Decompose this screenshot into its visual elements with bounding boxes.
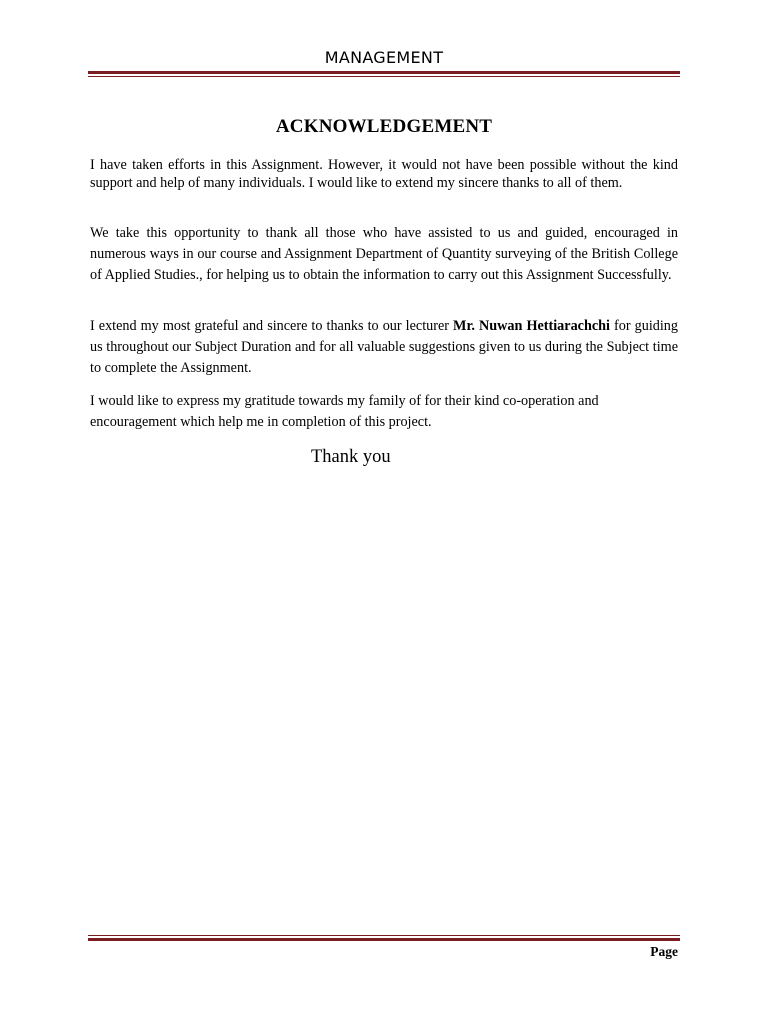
paragraph-3-text-end: for guiding us throughout our Subject Duration and for all valuable suggestions given to us during the Subject time to complete the Assignment. [90,318,678,376]
lecturer-name: Mr. Nuwan Hettiarachchi [453,318,610,334]
closing-text: Thank you [311,447,391,467]
paragraph-2: We take this opportunity to thank all those who have assisted to us and guided, encouraged in numerous ways in our course and Assignment Department of Quantity surveying of the British College of Applied Studies., for helping us to obtain the information to carry out this Assignment Successfully. [90,225,678,283]
header-divider [88,71,680,77]
document-heading: ACKNOWLEDGEMENT [275,116,493,137]
page-label: Page [650,944,678,959]
header-title: MANAGEMENT [324,48,444,67]
paragraph-4: I would like to express my gratitude towards my family of for their kind co-operation and encouragement which help me in completion of this project. [90,393,599,430]
footer-divider [88,935,680,941]
paragraph-3 [90,316,678,379]
paragraph-1: I have taken efforts in this Assignment. However, it would not have been possible without the kind support and help of many individuals. I would like to extend my sincere thanks to all of them. [90,157,678,191]
paragraph-3-text-start: I extend my most grateful and sincere to thanks to our lecturer [90,318,454,334]
